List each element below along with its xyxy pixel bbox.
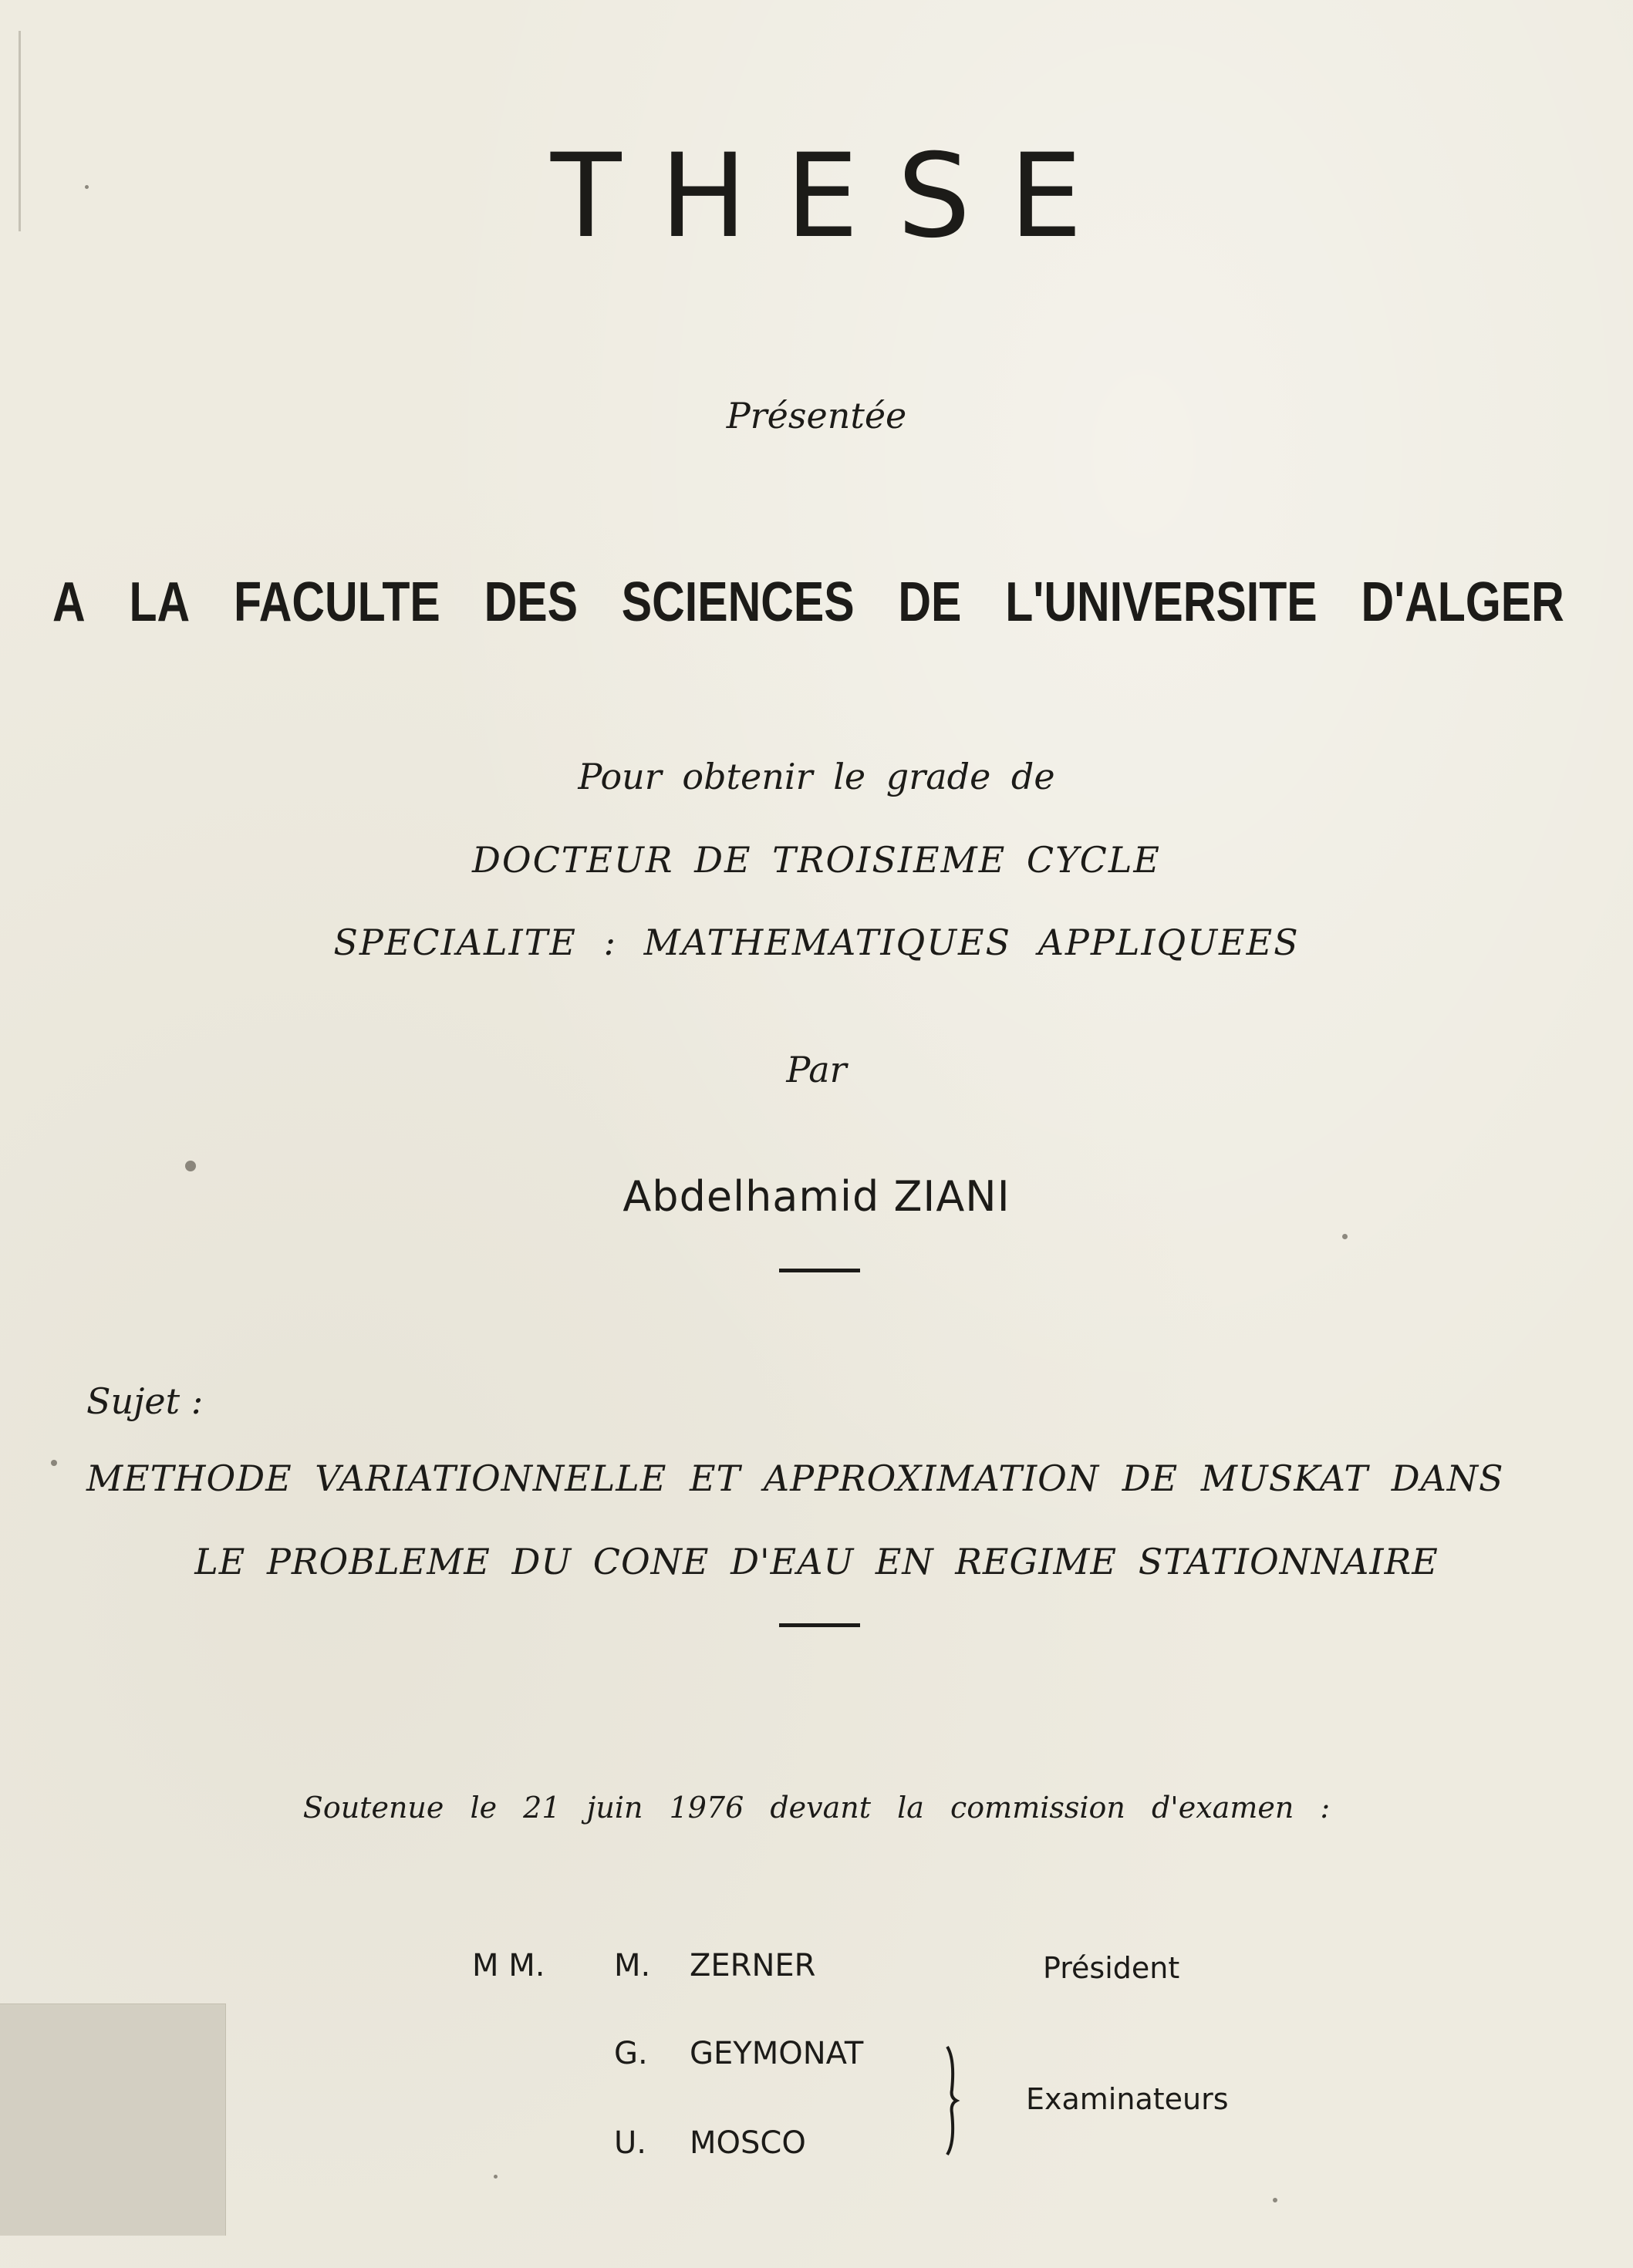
jury-member-name: ZERNER: [690, 1948, 816, 1983]
separator-rule: [779, 1269, 860, 1272]
jury-prefix: M M.: [472, 1948, 545, 1983]
faculty-word: D'ALGER: [1361, 571, 1564, 633]
paper-speck: [1273, 2198, 1277, 2202]
library-label-sticker: [0, 2003, 226, 2236]
jury-member-name: MOSCO: [690, 2125, 806, 2161]
by-label: Par: [786, 1049, 847, 1090]
faculty-word: DES: [484, 571, 578, 633]
faculty-word: LA: [129, 571, 191, 633]
paper-speck: [185, 1161, 196, 1171]
faculty-word: FACULTE: [233, 571, 440, 633]
jury-member-initial: G.: [614, 2036, 648, 2071]
faculty-word: DE: [898, 571, 962, 633]
author-name: Abdelhamid ZIANI: [622, 1172, 1011, 1221]
separator-rule: [779, 1623, 860, 1627]
jury-member-name: GEYMONAT: [690, 2036, 864, 2071]
jury-member-initial: U.: [614, 2125, 646, 2161]
faculty-heading: [52, 572, 1564, 633]
subject-line-2: LE PROBLEME DU CONE D'EAU EN REGIME STATIONNAIRE: [194, 1541, 1439, 1582]
subject-label: Sujet :: [86, 1380, 204, 1422]
paper-speck: [85, 185, 89, 189]
defense-statement: Soutenue le 21 juin 1976 devant la commission d'examen :: [302, 1791, 1331, 1825]
paper-speck: [1342, 1234, 1348, 1239]
jury-role-examiners: Examinateurs: [1026, 2082, 1229, 2116]
document-title: THESE: [550, 130, 1122, 264]
paper-speck: [51, 1460, 57, 1466]
jury-member-initial: M.: [614, 1948, 651, 1983]
grade-intro: Pour obtenir le grade de: [578, 756, 1055, 797]
degree-name: DOCTEUR DE TROISIEME CYCLE: [472, 839, 1161, 881]
faculty-word: A: [52, 571, 86, 633]
examiners-brace: [941, 2044, 964, 2158]
faculty-word: SCIENCES: [621, 571, 855, 633]
specialty-line: SPECIALITE : MATHEMATIQUES APPLIQUEES: [333, 922, 1300, 963]
faculty-word: L'UNIVERSITE: [1005, 571, 1318, 633]
presented-label: Présentée: [726, 395, 907, 436]
jury-role-president: Président: [1043, 1951, 1180, 1985]
paper-speck: [494, 2175, 498, 2179]
subject-line-1: METHODE VARIATIONNELLE ET APPROXIMATION DE MUSKAT DANS: [86, 1458, 1504, 1499]
